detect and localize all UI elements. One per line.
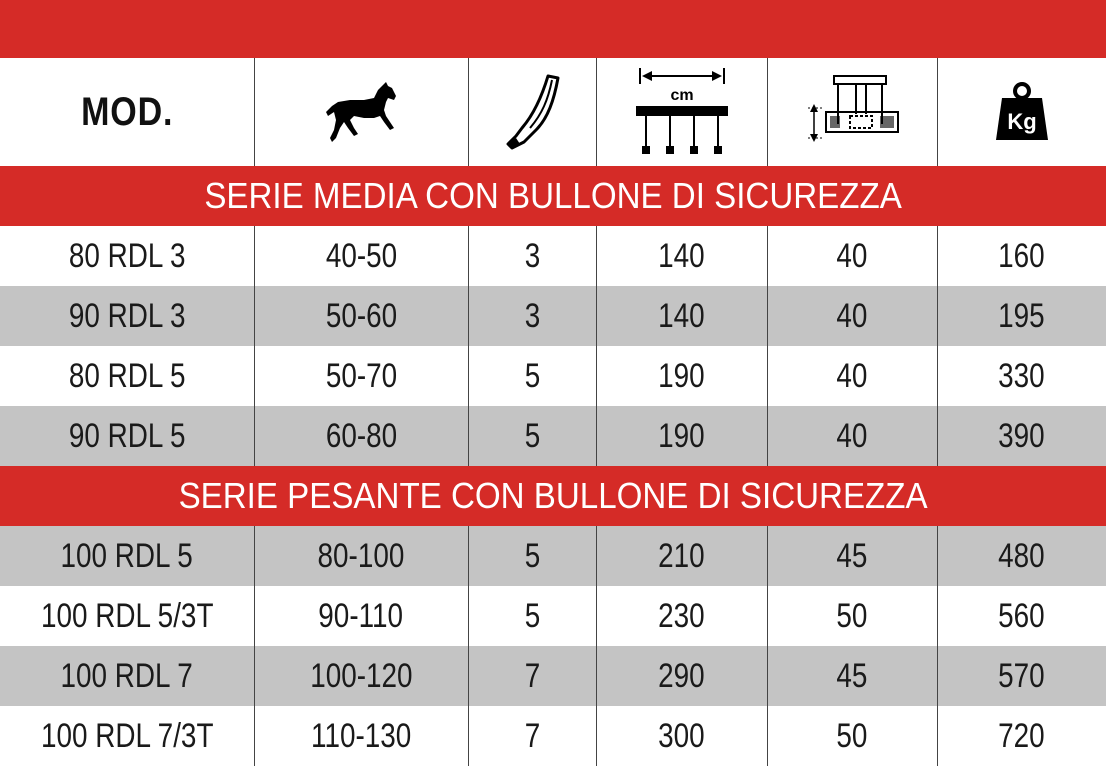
cell-depth: 40 [836, 356, 868, 395]
cell-tines: 5 [524, 356, 540, 395]
cell-tines: 7 [524, 656, 540, 695]
header-model [0, 58, 254, 166]
cell-tines: 3 [524, 236, 540, 275]
cell-width: 300 [658, 716, 705, 755]
weight-icon [994, 82, 1050, 142]
cell-model: 100 RDL 5 [60, 536, 193, 575]
cell-model: 90 RDL 5 [68, 416, 186, 455]
weight-unit-label: Kg [1007, 109, 1037, 134]
cell-weight: 390 [998, 416, 1046, 455]
cell-weight: 560 [998, 596, 1046, 635]
table-row [0, 406, 1106, 466]
cell-width: 190 [658, 356, 705, 395]
cell-width: 140 [658, 296, 705, 335]
tine-icon [502, 72, 562, 152]
header-weight [937, 58, 1106, 166]
header-width [596, 58, 767, 166]
cell-hp: 100-120 [309, 656, 413, 695]
table-row [0, 346, 1106, 406]
cell-model: 100 RDL 7/3T [40, 716, 214, 755]
cell-hp: 50-70 [325, 356, 397, 395]
cell-hp: 60-80 [325, 416, 397, 455]
cell-model: 90 RDL 3 [68, 296, 186, 335]
header-depth [767, 58, 937, 166]
section-header-pesante [0, 466, 1106, 526]
table-row [0, 526, 1106, 586]
mod-label: MOD. [80, 89, 173, 134]
cell-weight: 330 [998, 356, 1046, 395]
section-title: SERIE PESANTE CON BULLONE DI SICUREZZA [178, 475, 928, 516]
cell-width: 290 [658, 656, 705, 695]
depth-adjust-icon [804, 74, 900, 150]
section-title: SERIE MEDIA CON BULLONE DI SICUREZZA [204, 175, 902, 216]
cell-hp: 90-110 [318, 596, 404, 635]
cell-tines: 5 [524, 416, 540, 455]
cell-weight: 570 [998, 656, 1046, 695]
header-tines [468, 58, 596, 166]
section-header-media [0, 166, 1106, 226]
cell-width: 190 [658, 416, 705, 455]
cell-width: 230 [658, 596, 705, 635]
spec-table [0, 58, 1106, 766]
cell-depth: 45 [836, 536, 868, 575]
cell-hp: 80-100 [317, 536, 405, 575]
cell-weight: 480 [998, 536, 1046, 575]
table-row [0, 646, 1106, 706]
cell-tines: 5 [524, 536, 540, 575]
cell-model: 100 RDL 7 [60, 656, 193, 695]
cell-tines: 3 [524, 296, 540, 335]
table-row [0, 706, 1106, 766]
header-row [0, 58, 1106, 166]
cell-width: 140 [658, 236, 705, 275]
cell-tines: 7 [524, 716, 540, 755]
horse-power-icon [324, 80, 398, 144]
top-red-band [0, 0, 1106, 58]
table-row [0, 226, 1106, 286]
cell-tines: 5 [524, 596, 540, 635]
cell-weight: 160 [998, 236, 1046, 275]
cell-width: 210 [658, 536, 705, 575]
spacing-unit-label: cm [669, 87, 694, 104]
cell-depth: 40 [836, 236, 868, 275]
cell-model: 100 RDL 5/3T [40, 596, 214, 635]
cell-depth: 40 [836, 416, 868, 455]
cell-weight: 195 [998, 296, 1046, 335]
cell-depth: 45 [836, 656, 868, 695]
cell-weight: 720 [998, 716, 1046, 755]
table-row [0, 586, 1106, 646]
cell-depth: 50 [836, 716, 868, 755]
header-hp [254, 58, 468, 166]
cell-hp: 40-50 [325, 236, 397, 275]
table-row [0, 286, 1106, 346]
cell-model: 80 RDL 3 [68, 236, 186, 275]
cell-hp: 110-130 [310, 716, 412, 755]
working-width-icon [632, 66, 732, 158]
cell-hp: 50-60 [325, 296, 397, 335]
cell-depth: 40 [836, 296, 868, 335]
cell-depth: 50 [836, 596, 868, 635]
cell-model: 80 RDL 5 [68, 356, 186, 395]
